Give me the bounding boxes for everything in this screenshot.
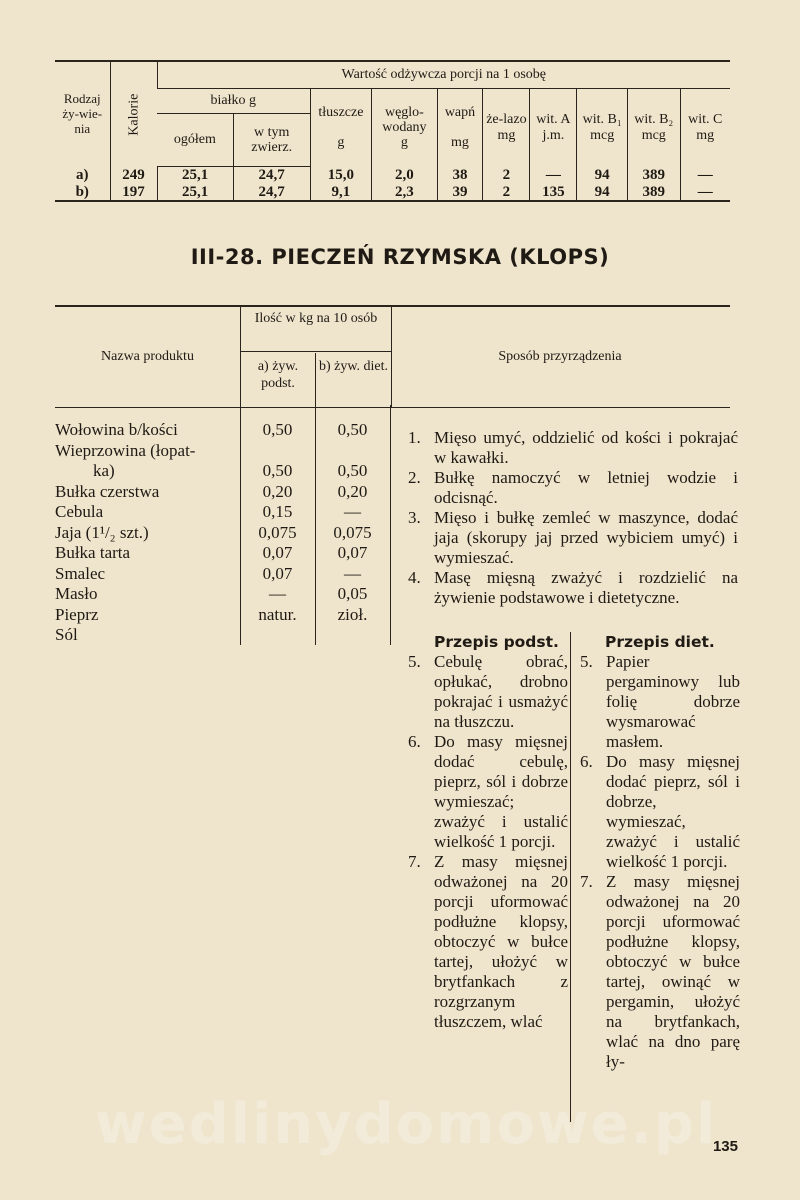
ingredient-name: Bułka tarta [55, 543, 131, 562]
cell-wit-b1: 94 [577, 184, 628, 202]
header-rodzaj: Rodzaj ży-wie-nia [62, 90, 103, 136]
header-zelazo: że-lazo mg [483, 89, 530, 167]
ingredient-row [55, 482, 390, 503]
step-number: 2. [408, 468, 421, 487]
step-text: Cebulę obrać, opłukać, drobno pokrajać i usmażyć na tłuszczu. [434, 652, 568, 731]
recipe-title: III-28. PIECZEŃ RZYMSKA (KLOPS) [190, 245, 610, 269]
step-number: 3. [408, 508, 421, 527]
ingredients-header [55, 305, 730, 408]
nutrition-row [55, 167, 730, 184]
cell-ogolem: 25,1 [157, 167, 233, 184]
ingredient-qty-podst: 0,50 [262, 461, 293, 480]
step [408, 468, 738, 508]
ingredient-name: Wieprzowina (łopat- [55, 440, 196, 460]
header-wit-b1: wit. B₁ mcg [577, 89, 628, 167]
header-w-tym: w tym zwierz. [233, 114, 310, 167]
ingredient-name: Sól [55, 625, 78, 644]
cell-rodzaj: b) [55, 184, 110, 202]
cell-rodzaj: a) [76, 166, 89, 183]
steps-diet [580, 632, 740, 1072]
step-number: 7. [408, 852, 421, 871]
ingredient-qty-diet: 0,075 [333, 522, 372, 542]
ingredient-row [55, 523, 390, 544]
step-number: 6. [408, 732, 421, 751]
cell-wit-c: — [680, 167, 730, 184]
step-text: Z masy mięsnej odważonej na 20 porcji uformować podłużne klopsy, obtoczyć w bułce tartej, ułożyć w brytfankach z rozgrzanym tłuszczem, wlać [434, 852, 568, 1031]
ingredient-name: ka) [93, 461, 115, 480]
ingredient-qty-podst: 0,07 [262, 543, 293, 562]
heading-przepis-podst: Przepis podst. [434, 633, 559, 651]
cell-wit-b2: 389 [628, 184, 680, 202]
ingredient-qty-podst: — [269, 584, 286, 603]
step-text: Do masy mięsnej dodać cebulę, pieprz, sól i dobrze wymieszać; zważyć i ustalić wielkość 1 porcji. [434, 732, 568, 851]
ingredient-row [55, 605, 390, 626]
step [408, 852, 568, 1032]
ingredient-qty-diet: — [344, 502, 361, 521]
ingredient-qty-podst: 0,07 [262, 563, 293, 583]
steps-common [408, 428, 738, 608]
ingredient-row [55, 543, 390, 564]
ingredient-name: Masło [55, 584, 98, 603]
heading-przepis-diet: Przepis diet. [605, 633, 715, 651]
steps-podst [408, 632, 568, 1032]
cell-kalorie: 249 [110, 167, 157, 184]
step-number: 5. [408, 652, 421, 671]
header-weglowodany: węglo-wodany g [372, 89, 437, 167]
step-text: Mięso umyć, oddzielić od kości i pokrajać w kawałki. [434, 428, 738, 467]
step-number: 7. [580, 872, 593, 891]
ingredient-row [55, 420, 390, 441]
step-text: Mięso i bułkę zemleć w maszynce, dodać jaja (skorupy jaj przed wybiciem umyć) i wymieszać. [434, 508, 738, 567]
ingredient-row [55, 564, 390, 585]
ingredient-qty-diet: — [344, 563, 361, 583]
step [408, 568, 738, 608]
cell-wit-a: — [530, 167, 577, 184]
column-divider [390, 405, 391, 645]
step-number: 5. [580, 652, 593, 671]
header-zyw-diet: b) żyw. diet. [318, 359, 389, 374]
cell-wit-b1: 94 [577, 167, 628, 184]
step [408, 428, 738, 468]
ingredient-name: Bułka czerstwa [55, 481, 160, 501]
ingredient-name: Cebula [55, 502, 104, 521]
cell-wapn: 39 [437, 184, 483, 202]
cell-zelazo: 2 [483, 167, 530, 184]
ingredient-name: Pieprz [55, 604, 99, 624]
cell-wit-b2: 389 [628, 167, 680, 184]
ingredient-qty-diet: 0,50 [337, 420, 368, 439]
ingredient-name: Wołowina b/kości [55, 420, 178, 439]
cell-ogolem: 25,1 [157, 184, 233, 202]
header-sposob: Sposób przyrządzenia [498, 349, 622, 364]
page-number: 135 [712, 1138, 738, 1155]
ingredient-name: Jaja (1¹/₂ szt.) [55, 522, 149, 542]
step [580, 752, 740, 872]
ingredient-qty-podst: 0,50 [262, 420, 293, 439]
header-tluszcze: tłuszcze g [310, 89, 372, 167]
header-zyw-podst: a) żyw. podst. [241, 353, 316, 407]
header-wit-a: wit. A j.m. [530, 89, 577, 167]
cell-tluszcze: 9,1 [310, 184, 372, 202]
nutrition-row [55, 184, 730, 202]
step [580, 872, 740, 1072]
step-text: Masę mięsną zważyć i rozdzielić na żywienie podstawowe i dietetyczne. [434, 568, 738, 607]
header-ilosc [240, 307, 392, 407]
ingredient-qty-podst: 0,20 [262, 481, 293, 501]
step [408, 508, 738, 568]
header-ilosc-title: Ilość w kg na 10 osób [241, 307, 391, 352]
cell-wit-a: 135 [530, 184, 577, 202]
step [408, 652, 568, 732]
header-bialko: białko g [157, 89, 310, 114]
cell-weglowodany: 2,3 [372, 184, 437, 202]
step-number: 4. [408, 568, 421, 587]
header-kalorie: Kalorie [110, 61, 157, 167]
header-wit-b2: wit. B₂ mcg [628, 89, 680, 167]
cell-zwierz: 24,7 [233, 184, 310, 202]
cell-kalorie: 197 [110, 184, 157, 202]
step [408, 732, 568, 852]
step-text: Papier pergaminowy lub folię dobrze wysmarować masłem. [606, 652, 740, 751]
ingredient-qty-diet: 0,07 [337, 543, 368, 562]
header-wit-c: wit. C mg [680, 89, 730, 167]
ingredient-row [55, 441, 390, 462]
cell-weglowodany: 2,0 [372, 167, 437, 184]
ingredient-name: Smalec [55, 563, 106, 583]
step-number: 1. [408, 428, 421, 447]
ingredient-row [55, 461, 390, 482]
header-wartosc: Wartość odżywcza porcji na 1 osobę [157, 61, 730, 89]
cell-wit-c: — [680, 184, 730, 202]
cell-wapn: 38 [437, 167, 483, 184]
ingredient-qty-diet: zioł. [337, 604, 368, 624]
ingredient-qty-podst: natur. [258, 604, 297, 624]
column-divider [570, 632, 571, 1122]
nutrition-table [55, 60, 730, 202]
ingredients-list [55, 420, 390, 646]
ingredient-qty-diet: 0,50 [337, 461, 368, 480]
watermark: wedlinydomowe.pl [95, 1092, 718, 1157]
cell-tluszcze: 15,0 [310, 167, 372, 184]
step-text: Bułkę namoczyć w letniej wodzie i odcisnąć. [434, 468, 738, 507]
step-number: 6. [580, 752, 593, 771]
ingredient-qty-diet: 0,20 [337, 481, 368, 501]
ingredient-row [55, 502, 390, 523]
step [580, 652, 740, 752]
step-text: Z masy mięsnej odważonej na 20 porcji uformować podłużne klopsy, obtoczyć w bułce tartej, owinąć w pergamin, ułożyć na brytfankach, wlać na dno parę ły- [606, 872, 740, 1071]
ingredient-row [55, 584, 390, 605]
ingredient-qty-diet: 0,05 [337, 584, 368, 603]
cell-zelazo: 2 [483, 184, 530, 202]
ingredient-row [55, 625, 390, 646]
header-wapn: wapń mg [437, 89, 483, 167]
header-ogolem: ogółem [157, 114, 233, 167]
ingredient-qty-podst: 0,15 [262, 502, 293, 521]
header-nazwa-produktu: Nazwa produktu [101, 349, 194, 364]
step-text: Do masy mięsnej dodać pieprz, sól i dobrze, wymieszać, zważyć i ustalić wielkość 1 porcji. [606, 752, 740, 871]
ingredient-qty-podst: 0,075 [258, 522, 297, 542]
cell-zwierz: 24,7 [233, 167, 310, 184]
